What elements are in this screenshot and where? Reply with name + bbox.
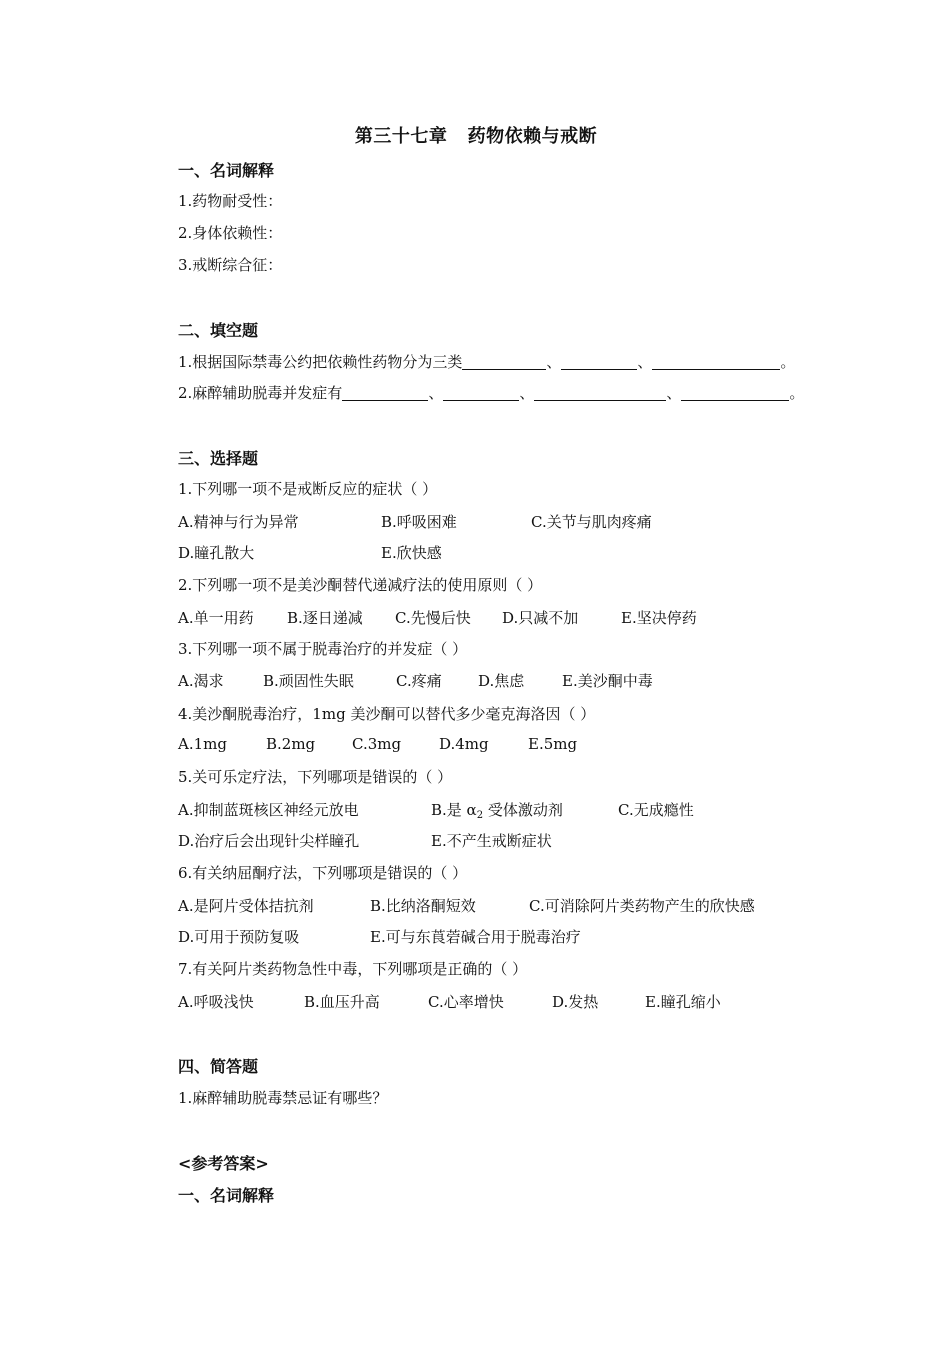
separator: 、 bbox=[519, 384, 535, 402]
option: B.顽固性失眠 bbox=[263, 672, 354, 690]
option-text: 受体激动剂 bbox=[483, 801, 563, 819]
option: E.瞳孔缩小 bbox=[645, 993, 721, 1011]
option: B.血压升高 bbox=[304, 993, 380, 1011]
option: E.5mg bbox=[528, 735, 578, 753]
blank-line bbox=[443, 384, 519, 401]
question-stem: 2.下列哪一项不是美沙酮替代递减疗法的使用原则（ ） bbox=[178, 576, 543, 594]
section-heading-multiple-choice: 三、选择题 bbox=[178, 449, 259, 468]
option: B.2mg bbox=[266, 735, 316, 753]
option: A.单一用药 bbox=[178, 609, 254, 627]
separator: 、 bbox=[428, 384, 444, 402]
blank-line bbox=[534, 384, 666, 401]
end-mark: 。 bbox=[789, 384, 805, 402]
question-stem: 1.下列哪一项不是戒断反应的症状（ ） bbox=[178, 480, 438, 498]
option: D.只减不加 bbox=[502, 609, 579, 627]
option: E.美沙酮中毒 bbox=[562, 672, 653, 690]
option: C.关节与肌肉疼痛 bbox=[531, 513, 652, 531]
option: C.3mg bbox=[352, 735, 402, 753]
option: A.1mg bbox=[178, 735, 227, 753]
option: B.比纳洛酮短效 bbox=[370, 897, 476, 915]
subscript: 2 bbox=[476, 810, 484, 821]
question-stem: 4.美沙酮脱毒治疗，1mg 美沙酮可以替代多少毫克海洛因（ ） bbox=[178, 705, 596, 723]
option: D.发热 bbox=[552, 993, 599, 1011]
term-item: 2.身体依赖性： bbox=[178, 224, 283, 242]
option: B.逐日递减 bbox=[287, 609, 363, 627]
question-stem: 7.有关阿片类药物急性中毒，下列哪项是正确的（ ） bbox=[178, 960, 528, 978]
blank-line bbox=[342, 384, 428, 401]
section-heading-terms: 一、名词解释 bbox=[178, 161, 275, 180]
option: D.瞳孔散大 bbox=[178, 544, 255, 562]
answer-section-heading-terms: 一、名词解释 bbox=[178, 1186, 275, 1205]
blank-line bbox=[561, 353, 637, 370]
separator: 、 bbox=[546, 353, 562, 371]
option: A.是阿片受体拮抗剂 bbox=[178, 897, 314, 915]
blank-line bbox=[681, 384, 789, 401]
question-stem: 3.下列哪一项不属于脱毒治疗的并发症（ ） bbox=[178, 640, 468, 658]
option: C.心率增快 bbox=[428, 993, 504, 1011]
separator: 、 bbox=[637, 353, 653, 371]
question-stem: 6.有关纳屈酮疗法，下列哪项是错误的（ ） bbox=[178, 864, 468, 882]
section-heading-short-answer: 四、简答题 bbox=[178, 1057, 259, 1076]
question-text: 2.麻醉辅助脱毒并发症有 bbox=[178, 384, 343, 402]
end-mark: 。 bbox=[780, 353, 796, 371]
answer-key-heading: <参考答案> bbox=[178, 1154, 269, 1173]
option: D.焦虑 bbox=[478, 672, 525, 690]
option: B.呼吸困难 bbox=[381, 513, 457, 531]
blank-line bbox=[462, 353, 546, 370]
option: D.治疗后会出现针尖样瞳孔 bbox=[178, 832, 360, 850]
term-item: 1.药物耐受性： bbox=[178, 192, 283, 210]
question-text: 1.根据国际禁毒公约把依赖性药物分为三类 bbox=[178, 353, 463, 371]
section-heading-fill-blank: 二、填空题 bbox=[178, 321, 259, 340]
separator: 、 bbox=[666, 384, 682, 402]
option: E.不产生戒断症状 bbox=[431, 832, 552, 850]
page-title: 第三十七章 药物依赖与戒断 bbox=[354, 126, 598, 147]
option: A.渴求 bbox=[178, 672, 224, 690]
option: C.先慢后快 bbox=[395, 609, 471, 627]
fill-question-1 bbox=[178, 351, 795, 372]
option: E.可与东莨菪碱合用于脱毒治疗 bbox=[370, 928, 581, 946]
fill-question-2 bbox=[178, 382, 804, 403]
option: C.可消除阿片类药物产生的欣快感 bbox=[529, 897, 755, 915]
option: D.可用于预防复吸 bbox=[178, 928, 300, 946]
option: A.呼吸浅快 bbox=[178, 993, 254, 1011]
option: A.抑制蓝斑核区神经元放电 bbox=[178, 801, 359, 819]
option-text: B.是 α bbox=[431, 801, 477, 819]
option: D.4mg bbox=[439, 735, 489, 753]
option: A.精神与行为异常 bbox=[178, 513, 299, 531]
option-alpha2-agonist bbox=[431, 799, 563, 821]
term-item: 3.戒断综合征： bbox=[178, 256, 283, 274]
blank-line bbox=[652, 353, 780, 370]
option: E.欣快感 bbox=[381, 544, 442, 562]
option: C.疼痛 bbox=[396, 672, 442, 690]
option: E.坚决停药 bbox=[621, 609, 697, 627]
question-stem: 5.关可乐定疗法，下列哪项是错误的（ ） bbox=[178, 768, 453, 786]
short-answer-question: 1.麻醉辅助脱毒禁忌证有哪些？ bbox=[178, 1089, 388, 1107]
option: C.无成瘾性 bbox=[618, 801, 694, 819]
